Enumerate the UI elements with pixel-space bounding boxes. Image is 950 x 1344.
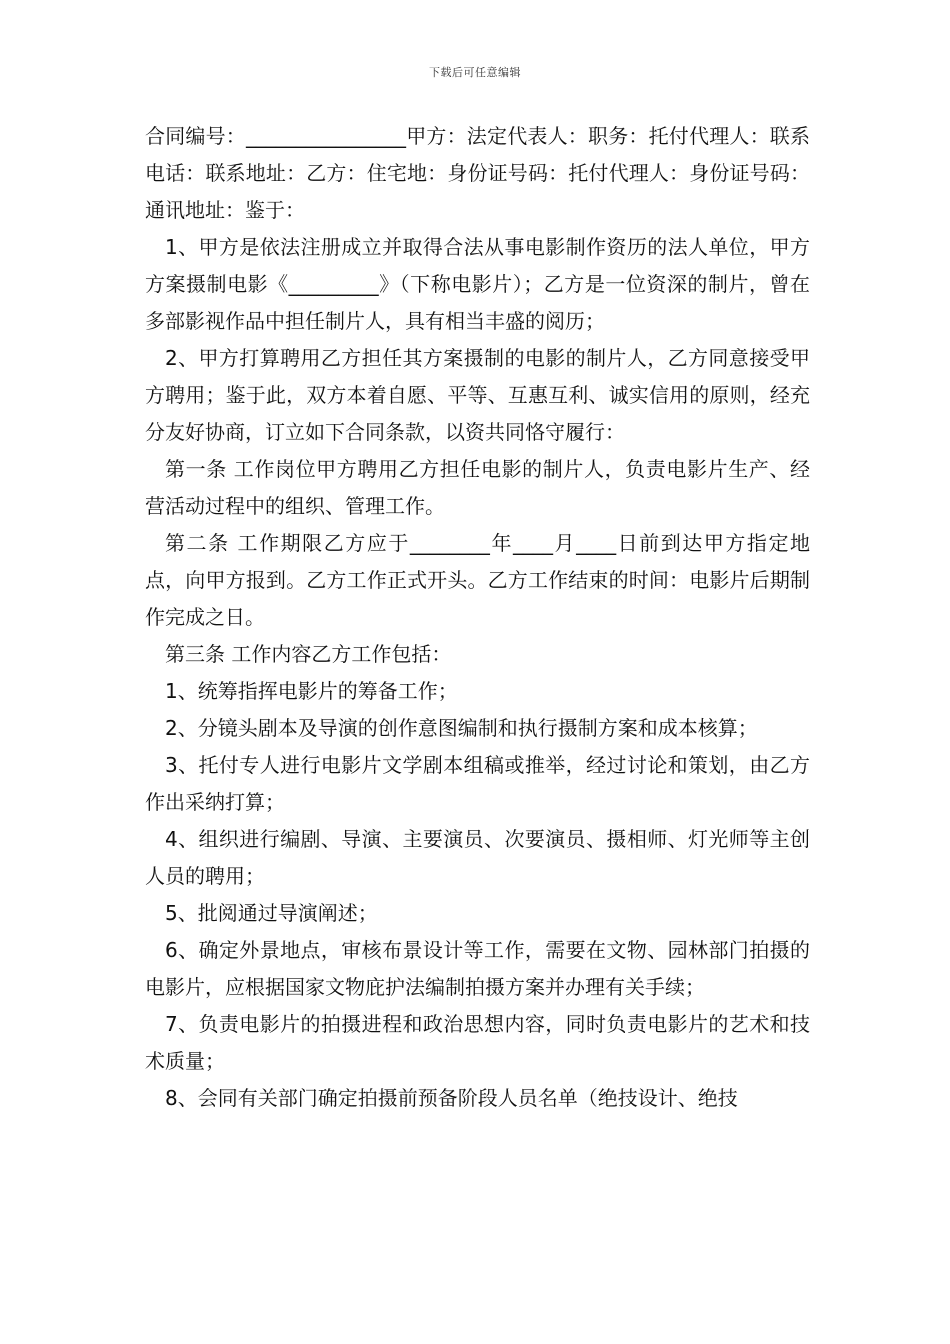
paragraph-item-4: 4、组织进行编剧、导演、主要演员、次要演员、摄相师、灯光师等主创人员的聘用；	[145, 827, 810, 888]
paragraph-item-5: 5、批阅通过导演阐述；	[165, 901, 378, 925]
paragraph-item-3: 3、托付专人进行电影片文学剧本组稿或推举，经过讨论和策划，由乙方作出采纳打算；	[145, 753, 810, 814]
paragraph-item-8: 8、会同有关部门确定拍摄前预备阶段人员名单（绝技设计、绝技	[165, 1086, 738, 1110]
paragraph-item-2: 2、分镜头剧本及导演的创作意图编制和执行摄制方案和成本核算；	[165, 716, 758, 740]
paragraph-parties: 合同编号：________________甲方：法定代表人：职务：托付代理人：联系电话：联系地址：乙方：住宅地：身份证号码：托付代理人：身份证号码：通讯地址：鉴于：	[145, 124, 810, 222]
paragraph-item-7: 7、负责电影片的拍摄进程和政治思想内容，同时负责电影片的艺术和技术质量；	[145, 1012, 810, 1073]
page-header: 下载后可任意编辑	[429, 66, 521, 79]
paragraph-recital-2: 2、甲方打算聘用乙方担任其方案摄制的电影的制片人，乙方同意接受甲方聘用；鉴于此，双方本着自愿、平等、互惠互利、诚实信用的原则，经充分友好协商，订立如下合同条款，以资共同恪守履行：	[145, 346, 810, 444]
paragraph-item-6: 6、确定外景地点，审核布景设计等工作，需要在文物、园林部门拍摄的电影片，应根据国家文物庇护法编制拍摄方案并办理有关手续；	[145, 938, 810, 999]
paragraph-article-3: 第三条 工作内容乙方工作包括：	[165, 642, 452, 666]
paragraph-recital-1: 1、甲方是依法注册成立并取得合法从事电影制作资历的法人单位，甲方方案摄制电影《_________》（下称电影片）；乙方是一位资深的制片，曾在多部影视作品中担任制片人，具有相当丰盛的阅历；	[145, 235, 810, 333]
contract-body	[145, 118, 810, 1117]
paragraph-article-2: 第二条 工作期限乙方应于________年____月____日前到达甲方指定地点，向甲方报到。乙方工作正式开头。乙方工作结束的时间：电影片后期制作完成之日。	[145, 531, 810, 629]
paragraph-item-1: 1、统筹指挥电影片的筹备工作；	[165, 679, 458, 703]
paragraph-article-1: 第一条 工作岗位甲方聘用乙方担任电影的制片人，负责电影片生产、经营活动过程中的组织、管理工作。	[145, 457, 810, 518]
